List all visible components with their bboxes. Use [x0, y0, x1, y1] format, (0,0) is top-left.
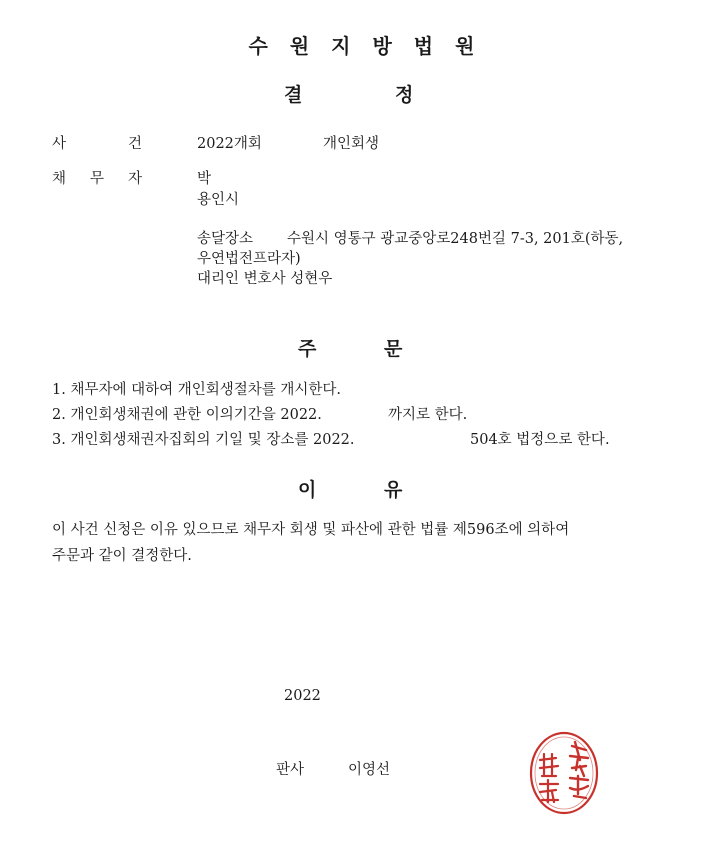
debtor-label-3: 자 [128, 171, 143, 187]
debtor-agent: 대리인 변호사 성현우 [197, 271, 333, 287]
doc-type-right: 정 [395, 84, 414, 106]
judge-seal-icon [528, 730, 600, 816]
debtor-label-1: 채 [52, 171, 67, 187]
doc-type-left: 결 [284, 84, 303, 106]
debtor-address: 용인시 [197, 192, 240, 208]
delivery-address-line1: 수원시 영통구 광교중앙로248번길 7-3, 201호(하동, [287, 231, 624, 247]
reason-line-2: 주문과 같이 결정한다. [52, 548, 192, 564]
court-name: 수원지방법원 [248, 34, 497, 58]
order-item-3-tail: 504호 법정으로 한다. [470, 432, 610, 448]
order-item-3: 3. 개인회생채권자집회의 기일 및 장소를 2022. [52, 432, 355, 448]
debtor-name: 박 [197, 171, 212, 187]
debtor-label-2: 무 [90, 171, 105, 187]
case-number: 2022개회 [197, 136, 262, 152]
judge-name: 이영선 [348, 762, 391, 778]
order-item-2: 2. 개인회생채권에 관한 이의기간을 2022. [52, 407, 322, 423]
reason-title-left: 이 [298, 479, 317, 501]
case-name: 개인회생 [323, 136, 380, 152]
case-label-left: 사 [52, 136, 67, 152]
judge-title: 판사 [276, 762, 305, 778]
order-item-1: 1. 채무자에 대하여 개인회생절차를 개시한다. [52, 382, 342, 398]
order-item-2-tail: 까지로 한다. [388, 407, 468, 423]
reason-line-1: 이 사건 신청은 이유 있으므로 채무자 회생 및 파산에 관한 법률 제596조에 의하여 [52, 522, 570, 538]
order-title-right: 문 [384, 338, 403, 360]
case-label-right: 건 [128, 136, 143, 152]
delivery-label: 송달장소 [197, 231, 254, 247]
reason-title-right: 유 [384, 479, 403, 501]
delivery-address-line2: 우연법전프라자) [197, 251, 301, 267]
decision-date: 2022 [284, 688, 321, 704]
order-title-left: 주 [298, 338, 317, 360]
